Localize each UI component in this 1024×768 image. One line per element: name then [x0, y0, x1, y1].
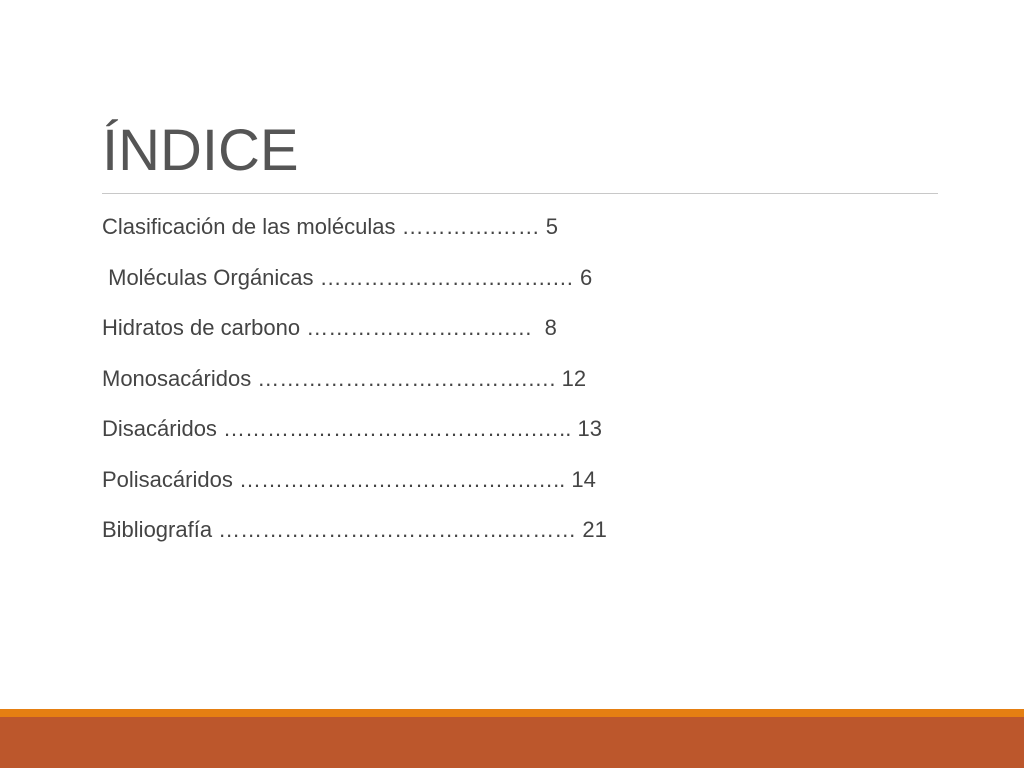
footer-band: [0, 717, 1024, 768]
toc-entry: Monosacáridos ……………………………….…. 12: [102, 365, 587, 391]
toc-entry: Disacáridos …………………………………….….. 13: [102, 416, 602, 441]
toc-entry: Hidratos de carbono ……………………….… 8: [102, 315, 557, 340]
title-divider: [102, 193, 938, 194]
table-of-contents: [102, 202, 607, 556]
slide-title: ÍNDICE: [102, 118, 299, 183]
footer-accent-stripe: [0, 709, 1024, 717]
toc-entry: Clasificación de las moléculas ………….…… 5: [102, 214, 559, 239]
toc-entry: Polisacáridos ………………………………….….. 14: [102, 466, 596, 492]
toc-entry: Moléculas Orgánicas …………………….…….… 6: [102, 264, 593, 290]
toc-entry: Bibliografía ………………………………….……… 21: [102, 517, 607, 542]
